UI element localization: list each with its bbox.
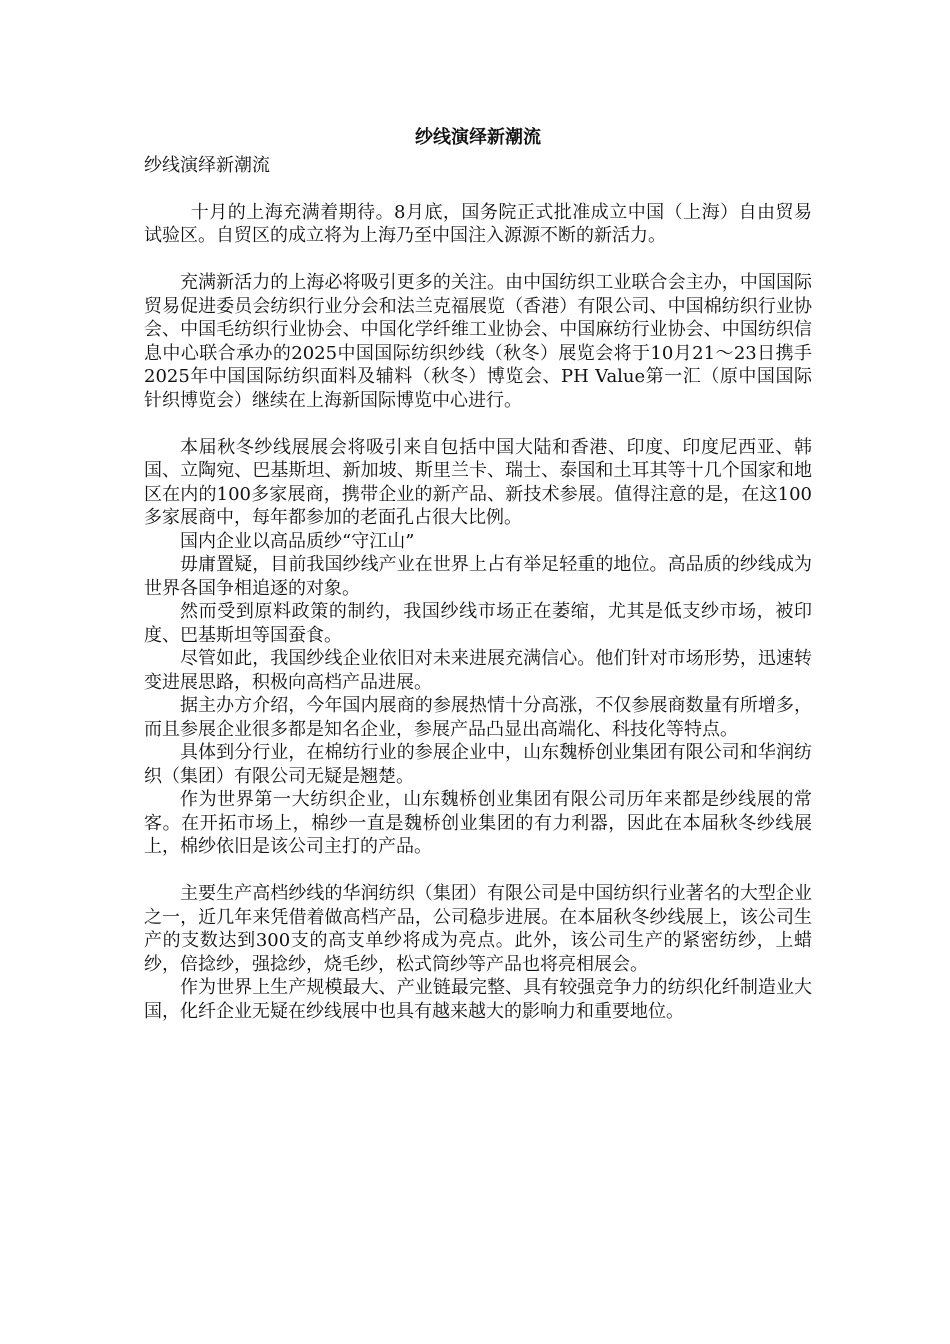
paragraph: 据主办方介绍，今年国内展商的参展热情十分高涨，不仅参展商数量有所增多，而且参展企业很多都是知名企业，参展产品凸显出高端化、科技化等特点。 [144, 695, 812, 740]
document-subtitle: 纱线演绎新潮流 [144, 154, 270, 176]
blank-line [144, 859, 812, 883]
document-title: 纱线演绎新潮流 [415, 127, 541, 148]
paragraph: 十月的上海充满着期待。8月底，国务院正式批准成立中国（上海）自由贸易试验区。自贸区的成立将为上海乃至中国注入源源不断的新活力。 [144, 201, 812, 246]
paragraph: 然而受到原料政策的制约，我国纱线市场正在萎缩，尤其是低支纱市场，被印度、巴基斯坦等国蚕食。 [144, 601, 812, 646]
paragraph: 充满新活力的上海必将吸引更多的关注。由中国纺织工业联合会主办，中国国际贸易促进委员会纺织行业分会和法兰克福展览（香港）有限公司、中国棉纺织行业协会、中国毛纺织行业协会、中国化学纤维工业协会、中国麻纺行业协会、中国纺织信息中心联合承办的2025中国国际纺织纱线（秋冬）展览会将于10月21～23日携手2025年中国国际纺织面料及辅料（秋冬）博览会、PH Value第一汇（原中国国际针织博览会）继续在上海新国际博览中心进行。 [144, 272, 812, 411]
document-body [144, 126, 812, 1023]
paragraph: 作为世界第一大纺织企业，山东魏桥创业集团有限公司历年来都是纱线展的常客。在开拓市场上，棉纱一直是魏桥创业集团的有力利器，因此在本届秋冬纱线展上，棉纱依旧是该公司主打的产品。 [144, 789, 812, 857]
paragraph: 作为世界上生产规模最大、产业链最完整、具有较强竞争力的纺织化纤制造业大国，化纤企业无疑在纱线展中也具有越来越大的影响力和重要地位。 [144, 977, 812, 1022]
paragraph: 具体到分行业，在棉纺行业的参展企业中，山东魏桥创业集团有限公司和华润纺织（集团）有限公司无疑是翘楚。 [144, 742, 812, 787]
blank-line [144, 248, 812, 272]
paragraph: 毋庸置疑，目前我国纱线产业在世界上占有举足轻重的地位。高品质的纱线成为世界各国争相追逐的对象。 [144, 554, 812, 599]
paragraph: 本届秋冬纱线展展会将吸引来自包括中国大陆和香港、印度、印度尼西亚、韩国、立陶宛、巴基斯坦、新加坡、斯里兰卡、瑞士、泰国和土耳其等十几个国家和地区在内的100多家展商，携带企业的新产品、新技术参展。值得注意的是，在这100多家展商中，每年都参加的老面孔占很大比例。 [144, 436, 812, 528]
paragraph: 尽管如此，我国纱线企业依旧对未来进展充满信心。他们针对市场形势，迅速转变进展思路，积极向高档产品进展。 [144, 648, 812, 693]
section-heading: 国内企业以高品质纱“守江山” [180, 530, 415, 552]
blank-line [144, 177, 812, 201]
paragraph: 主要生产高档纱线的华润纺织（集团）有限公司是中国纺织行业著名的大型企业之一，近几年来凭借着做高档产品，公司稳步进展。在本届秋冬纱线展上，该公司生产的支数达到300支的高支单纱将成为亮点。此外，该公司生产的紧密纺纱，上蜡纱，倍捻纱，强捻纱，烧毛纱，松式筒纱等产品也将亮相展会。 [144, 883, 812, 975]
blank-line [144, 412, 812, 436]
